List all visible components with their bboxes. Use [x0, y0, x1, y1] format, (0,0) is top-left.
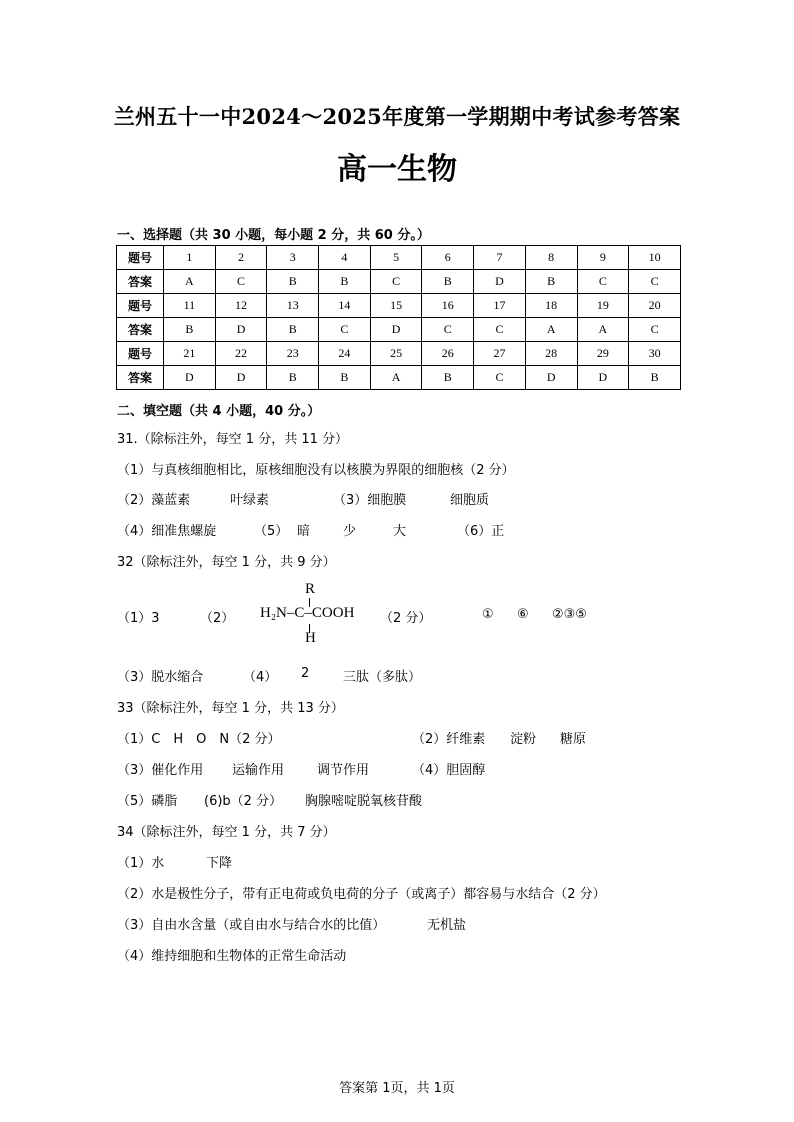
- q33-l1-c: 淀粉: [510, 732, 537, 747]
- q31-l3-f: （6）正: [457, 524, 505, 539]
- answer-cell: C: [474, 366, 526, 390]
- answer-cell: C: [474, 318, 526, 342]
- q32-l1-f: ②③⑤: [552, 607, 587, 622]
- answer-cell: D: [215, 318, 267, 342]
- question-number-cell: 23: [267, 342, 319, 366]
- q33-l2-c: 调节作用: [317, 763, 370, 778]
- answer-cell: B: [629, 366, 681, 390]
- q31-l2-c: （3）细胞膜: [333, 493, 407, 508]
- question-number-row: [117, 294, 681, 318]
- answer-cell: C: [629, 318, 681, 342]
- question-number-cell: 10: [629, 246, 681, 270]
- q31-l3-e: 大: [393, 524, 407, 539]
- section1-heading: 一、选择题（共 30 小题，每小题 2 分，共 60 分。）: [117, 228, 430, 243]
- question-number-cell: 30: [629, 342, 681, 366]
- question-number-cell: 5: [370, 246, 422, 270]
- row-label-answer: 答案: [117, 366, 164, 390]
- q34-l1-b: 下降: [206, 856, 233, 871]
- question-number-cell: 13: [267, 294, 319, 318]
- document-title: 兰州五十一中2024～2025年度第一学期期中考试参考答案: [113, 104, 681, 129]
- row-label-question: 题号: [117, 294, 164, 318]
- row-label-question: 题号: [117, 246, 164, 270]
- q33-line1: [117, 728, 717, 746]
- q32-l2-b: （4）: [243, 670, 278, 685]
- answer-cell: C: [215, 270, 267, 294]
- answer-cell: B: [164, 318, 216, 342]
- q32-line2: [117, 666, 717, 684]
- answer-cell: D: [525, 366, 577, 390]
- question-number-cell: 24: [319, 342, 371, 366]
- question-number-row: [117, 246, 681, 270]
- question-number-cell: 16: [422, 294, 474, 318]
- q33-l2-d: （4）胆固醇: [412, 763, 486, 778]
- q32-l1-d: ①: [482, 607, 494, 622]
- question-number-cell: 18: [525, 294, 577, 318]
- q34-line3: [117, 914, 717, 932]
- q32-l1-a: （1）3: [117, 611, 160, 626]
- question-number-cell: 27: [474, 342, 526, 366]
- subject-title: 高一生物: [337, 152, 457, 187]
- question-number-cell: 8: [525, 246, 577, 270]
- q33-l3-a: （5）磷脂: [117, 794, 178, 809]
- q31-l3-d: 少: [343, 524, 357, 539]
- q34-line4: （4）维持细胞和生物体的正常生命活动: [117, 949, 347, 964]
- answer-cell: B: [267, 318, 319, 342]
- question-number-cell: 14: [319, 294, 371, 318]
- q31-line1: （1）与真核细胞相比，原核细胞没有以核膜为界限的细胞核（2 分）: [117, 463, 515, 478]
- section2-heading: 二、填空题（共 4 小题，40 分。）: [117, 404, 321, 419]
- answer-cell: B: [267, 270, 319, 294]
- question-number-cell: 1: [164, 246, 216, 270]
- question-number-cell: 15: [370, 294, 422, 318]
- question-number-cell: 11: [164, 294, 216, 318]
- answer-cell: D: [370, 318, 422, 342]
- question-number-cell: 4: [319, 246, 371, 270]
- q31-l2-d: 细胞质: [450, 493, 490, 508]
- question-number-cell: 22: [215, 342, 267, 366]
- answer-cell: D: [577, 366, 629, 390]
- question-number-cell: 21: [164, 342, 216, 366]
- answer-row: [117, 270, 681, 294]
- answer-cell: B: [422, 270, 474, 294]
- q31-line2: [117, 489, 717, 507]
- answer-cell: D: [164, 366, 216, 390]
- q31-l2-b: 叶绿素: [230, 493, 270, 508]
- answer-cell: A: [164, 270, 216, 294]
- q34-l3-b: 无机盐: [427, 918, 467, 933]
- q33-l3-b: (6)b（2 分）: [204, 794, 283, 809]
- answer-cell: C: [422, 318, 474, 342]
- q33-l3-c: 胸腺嘧啶脱氧核苷酸: [305, 794, 423, 809]
- q33-l2-b: 运输作用: [232, 763, 285, 778]
- question-number-cell: 9: [577, 246, 629, 270]
- question-number-cell: 12: [215, 294, 267, 318]
- row-label-answer: 答案: [117, 270, 164, 294]
- answer-cell: C: [370, 270, 422, 294]
- q31-l2-a: （2）藻蓝素: [117, 493, 191, 508]
- question-number-cell: 29: [577, 342, 629, 366]
- answer-table: [116, 245, 681, 390]
- q32-title: 32（除标注外，每空 1 分，共 9 分）: [117, 555, 336, 570]
- q31-l3-b: （5）: [254, 524, 289, 539]
- answer-cell: B: [267, 366, 319, 390]
- question-number-cell: 6: [422, 246, 474, 270]
- answer-cell: B: [319, 270, 371, 294]
- q31-l3-a: （4）细准焦螺旋: [117, 524, 217, 539]
- question-number-row: [117, 342, 681, 366]
- q34-line2: （2）水是极性分子，带有正电荷或负电荷的分子（或离子）都容易与水结合（2 分）: [117, 887, 606, 902]
- q33-title: 33（除标注外，每空 1 分，共 13 分）: [117, 701, 344, 716]
- q34-l1-a: （1）水: [117, 856, 165, 871]
- q31-line3: [117, 520, 717, 538]
- answer-cell: D: [474, 270, 526, 294]
- row-label-answer: 答案: [117, 318, 164, 342]
- question-number-cell: 17: [474, 294, 526, 318]
- question-number-cell: 20: [629, 294, 681, 318]
- answer-cell: B: [319, 366, 371, 390]
- question-number-cell: 26: [422, 342, 474, 366]
- q33-line2: [117, 759, 717, 777]
- amino-acid-formula: H₂N–C–COOH: [260, 605, 355, 621]
- q32-l1-e: ⑥: [517, 607, 529, 622]
- amino-acid-r-group: R: [305, 581, 316, 597]
- question-number-cell: 2: [215, 246, 267, 270]
- answer-row: [117, 366, 681, 390]
- q32-line1: [117, 607, 717, 627]
- question-number-cell: 7: [474, 246, 526, 270]
- q33-l1-d: 糖原: [560, 732, 587, 747]
- q33-l2-a: （3）催化作用: [117, 763, 204, 778]
- answer-cell: A: [525, 318, 577, 342]
- question-number-cell: 3: [267, 246, 319, 270]
- q32-l2-a: （3）脱水缩合: [117, 670, 204, 685]
- answer-cell: C: [577, 270, 629, 294]
- q33-l1-a: （1）C H O N（2 分）: [117, 732, 281, 747]
- answer-cell: C: [319, 318, 371, 342]
- q32-l2-c: 2: [301, 666, 310, 681]
- answer-cell: B: [422, 366, 474, 390]
- answer-cell: C: [629, 270, 681, 294]
- question-number-cell: 19: [577, 294, 629, 318]
- q34-line1: [117, 852, 717, 870]
- amino-acid-h-group: H: [305, 630, 316, 646]
- q34-l3-a: （3）自由水含量（或自由水与结合水的比值）: [117, 918, 386, 933]
- answer-cell: B: [525, 270, 577, 294]
- row-label-question: 题号: [117, 342, 164, 366]
- answer-cell: A: [577, 318, 629, 342]
- question-number-cell: 25: [370, 342, 422, 366]
- q32-l1-b: （2）: [200, 611, 235, 626]
- q32-l1-c: （2 分）: [380, 611, 432, 626]
- q32-l2-d: 三肽（多肽）: [343, 670, 422, 685]
- q31-title: 31.（除标注外，每空 1 分，共 11 分）: [117, 432, 349, 447]
- q31-l3-c: 暗: [297, 524, 311, 539]
- page-footer: 答案第 1页，共 1页: [339, 1081, 455, 1096]
- answer-cell: D: [215, 366, 267, 390]
- question-number-cell: 28: [525, 342, 577, 366]
- q33-line3: [117, 790, 717, 808]
- q33-l1-b: （2）纤维素: [412, 732, 486, 747]
- answer-row: [117, 318, 681, 342]
- q34-title: 34（除标注外，每空 1 分，共 7 分）: [117, 825, 336, 840]
- answer-cell: A: [370, 366, 422, 390]
